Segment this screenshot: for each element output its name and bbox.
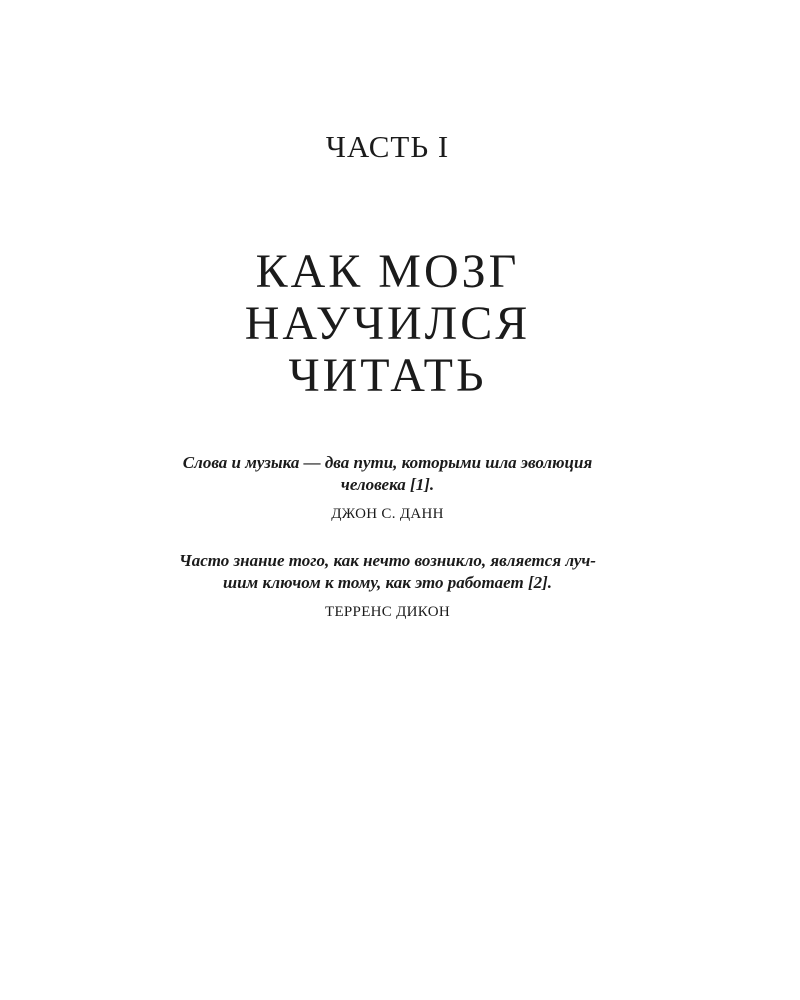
epigraph-quote	[130, 452, 645, 496]
part-label: ЧАСТЬ I	[325, 129, 450, 164]
quote-line: Слова и музыка — два пути, которыми шла эволюция	[182, 453, 593, 472]
epigraph	[130, 550, 645, 622]
title-line: ЧИТАТЬ	[288, 349, 487, 402]
epigraph-quote	[130, 550, 645, 594]
chapter-title	[0, 246, 775, 402]
title-line: КАК МОЗГ	[255, 245, 520, 298]
epigraph-author: ТЕРРЕНС ДИКОН	[324, 604, 451, 620]
quote-line: шим ключом к тому, как это работает [2].	[222, 573, 553, 592]
epigraph	[130, 452, 645, 524]
title-line: НАУЧИЛСЯ	[244, 297, 531, 350]
quote-line: Часто знание того, как нечто возникло, является луч-	[179, 551, 596, 570]
epigraph-author: ДЖОН С. ДАНН	[331, 506, 444, 522]
quote-line: человека [1].	[340, 475, 435, 494]
